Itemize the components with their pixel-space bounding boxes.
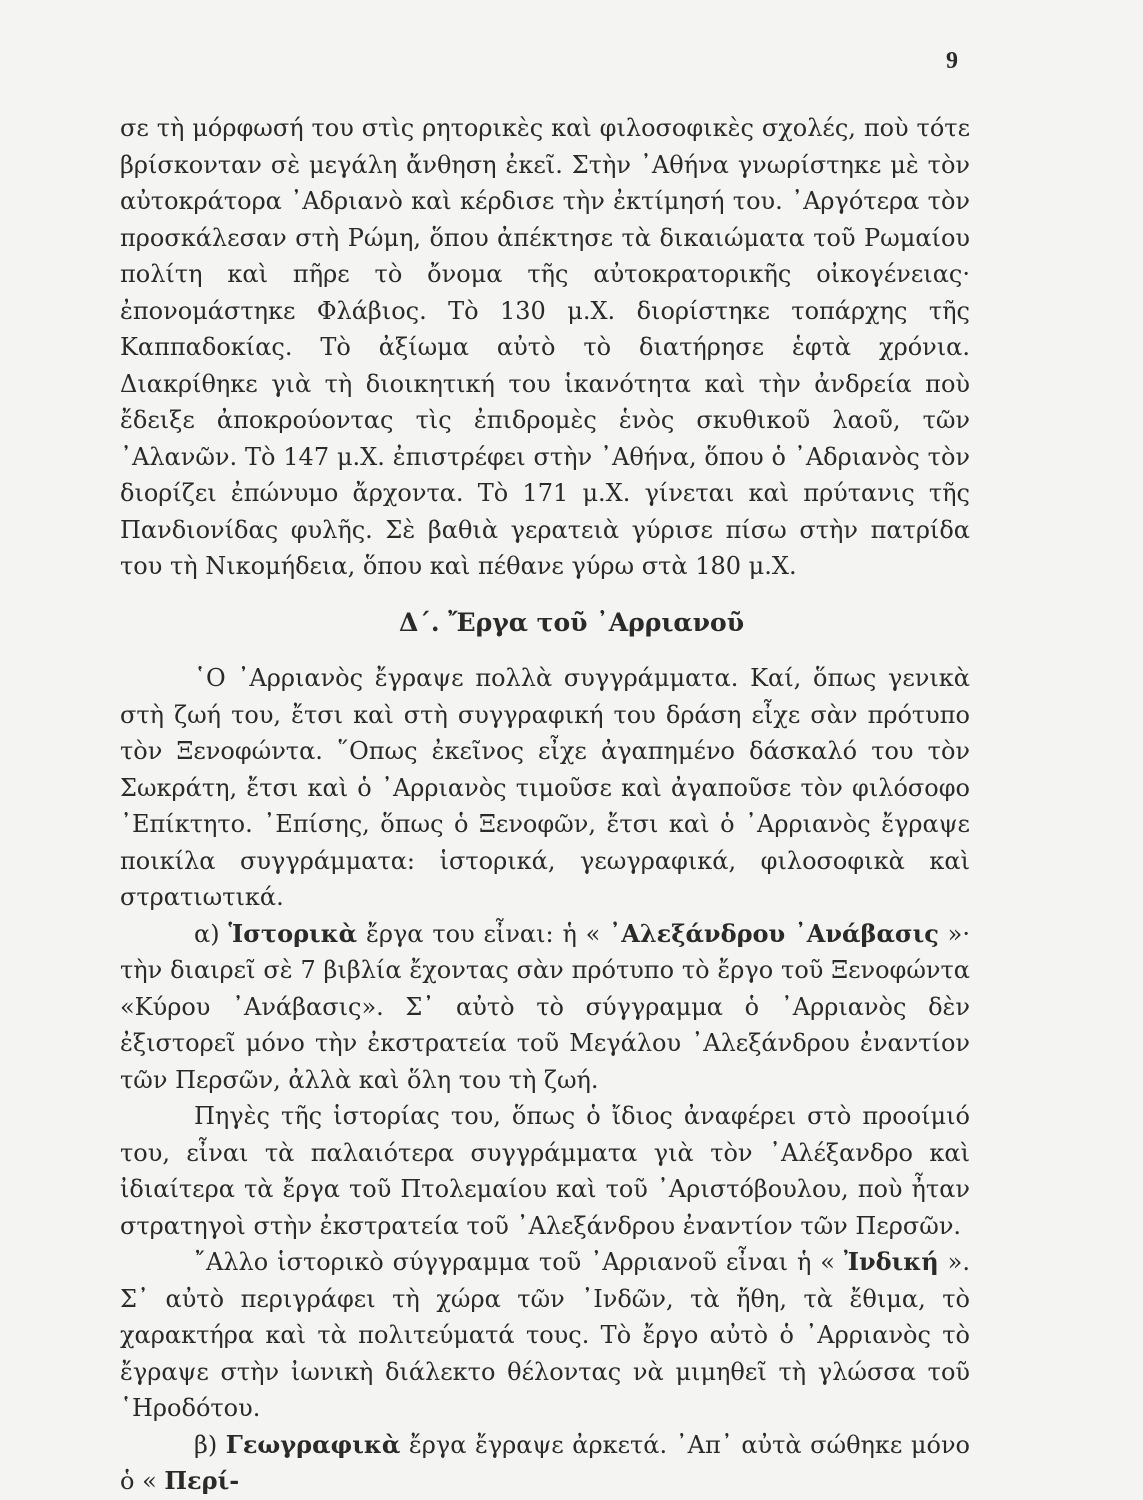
paragraph-geographic: β) Γεωγραφικὰ ἔργα ἔγραψε ἀρκετά. ᾿Απ᾿ αὐτὰ σώθηκε μόνο ὁ « Περί-	[120, 1429, 970, 1495]
title-anabasis: ᾿Αλεξάνδρου ᾿Ανάβασις	[609, 918, 939, 948]
intro-text	[120, 110, 970, 585]
section-heading: Δ΄. Ἔργα τοῦ ᾿Αρριανοῦ	[398, 608, 745, 637]
works-text	[120, 660, 970, 1500]
title-indike: Ἰνδική	[843, 1247, 939, 1276]
term-historical: Ἱστορικὰ	[228, 918, 358, 948]
paragraph-works: ῾Ο ᾿Αρριανὸς ἔγραψε πολλὰ συγγράμματα. Καί, ὅπως γενικὰ στὴ ζωή του, ἔτσι καὶ στὴ συγγραφική του δράση εἶχε σὰν πρότυπο τὸν Ξενοφώντα. ῞Οπως ἐκεῖνος εἶχε ἀγαπημένο δάσκαλό του τὸν Σωκράτη, ἔτσι καὶ ὁ ᾿Αρριανὸς τιμοῦσε καὶ ἀγαποῦσε τὸν φιλόσοφο ᾿Επίκτητο. ᾿Επίσης, ὅπως ὁ Ξενοφῶν, ἔτσι καὶ ὁ ᾿Αρριανὸς ἔγραψε ποικίλα συγγράμματα: ἱστορικά, γεωγραφικά, φιλοσοφικὰ καὶ στρατιωτικά.	[120, 664, 970, 911]
paragraph-indike: ῎Αλλο ἱστορικὸ σύγγραμμα τοῦ ᾿Αρριανοῦ εἶναι ἡ « Ἰνδική ». Σ᾿ αὐτὸ περιγράφει τὴ χώρα τῶν ᾿Ινδῶν, τὰ ἤθη, τὰ ἔθιμα, τὸ χαρακτήρα καὶ τὰ πολιτεύματά τους. Τὸ ἔργο αὐτὸ ὁ ᾿Αρριανὸς τὸ ἔγραψε στὴν ἰωνικὴ διάλεκτο θέλοντας νὰ μιμηθεῖ τὴ γλώσσα τοῦ ῾Ηροδότου.	[120, 1247, 970, 1422]
paragraph-historical: α) Ἱστορικὰ ἔργα του εἶναι: ἡ « ᾿Αλεξάνδρου ᾿Ανάβασις »· τὴν διαιρεῖ σὲ 7 βιβλία ἔχοντας σὰν πρότυπο τὸ ἔργο τοῦ Ξενοφώντα «Κύρου ᾿Ανάβασις». Σ᾿ αὐτὸ τὸ σύγγραμμα ὁ ᾿Αρριανὸς δὲν ἐξιστορεῖ μόνο τὴν ἐκστρατεία τοῦ Μεγάλου ᾿Αλεξάνδρου ἐναντίον τῶν Περσῶν, ἀλλὰ καὶ ὅλη του τὴ ζωή.	[120, 918, 970, 1094]
paragraph-sources: Πηγὲς τῆς ἱστορίας του, ὅπως ὁ ἴδιος ἀναφέρει στὸ προοίμιό του, εἶναι τὰ παλαιότερα συγγράμματα γιὰ τὸν ᾿Αλέξανδρο καὶ ἰδιαίτερα τὰ ἔργα τοῦ Πτολεμαίου καὶ τοῦ ᾿Αριστόβουλου, ποὺ ἦταν στρατηγοὶ στὴν ἐκστρατεία τοῦ ᾿Αλεξάνδρου ἐναντίον τῶν Περσῶν.	[120, 1102, 970, 1240]
title-periplous: Περί-	[164, 1466, 240, 1495]
term-geographic: Γεωγραφικὰ	[225, 1429, 401, 1459]
page-number: 9	[946, 48, 958, 74]
intro-paragraph: σε τὴ μόρφωσή του στὶς ρητορικὲς καὶ φιλοσοφικὲς σχολές, ποὺ τότε βρίσκονταν σὲ μεγάλη ἄνθηση ἐκεῖ. Στὴν ᾿Αθήνα γνωρίστηκε μὲ τὸν αὐτοκράτορα ᾿Αδριανὸ καὶ κέρδισε τὴν ἐκτίμησή του. ᾿Αργότερα τὸν προσκάλεσαν στὴ Ρώμη, ὅπου ἀπέκτησε τὰ δικαιώματα τοῦ Ρωμαίου πολίτη καὶ πῆρε τὸ ὄνομα τῆς αὐτοκρατορικῆς οἰκογένειας· ἐπονομάστηκε Φλάβιος. Τὸ 130 μ.Χ. διορίστηκε τοπάρχης τῆς Καππαδοκίας. Τὸ ἀξίωμα αὐτὸ τὸ διατήρησε ἑφτὰ χρόνια. Διακρίθηκε γιὰ τὴ διοικητική του ἱκανότητα καὶ τὴν ἀνδρεία ποὺ ἔδειξε ἀποκρούοντας τὶς ἐπιδρομὲς ἑνὸς σκυθικοῦ λαοῦ, τῶν ᾿Αλανῶν. Τὸ 147 μ.Χ. ἐπιστρέφει στὴν ᾿Αθήνα, ὅπου ὁ ᾿Αδριανὸς τὸν διορίζει ἐπώνυμο ἄρχοντα. Τὸ 171 μ.Χ. γίνεται καὶ πρύτανις τῆς Πανδιονίδας φυλῆς. Σὲ βαθιὰ γερατειὰ γύρισε πίσω στὴν πατρίδα του τὴ Νικομήδεια, ὅπου καὶ πέθανε γύρω στὰ 180 μ.Χ.	[120, 114, 970, 580]
